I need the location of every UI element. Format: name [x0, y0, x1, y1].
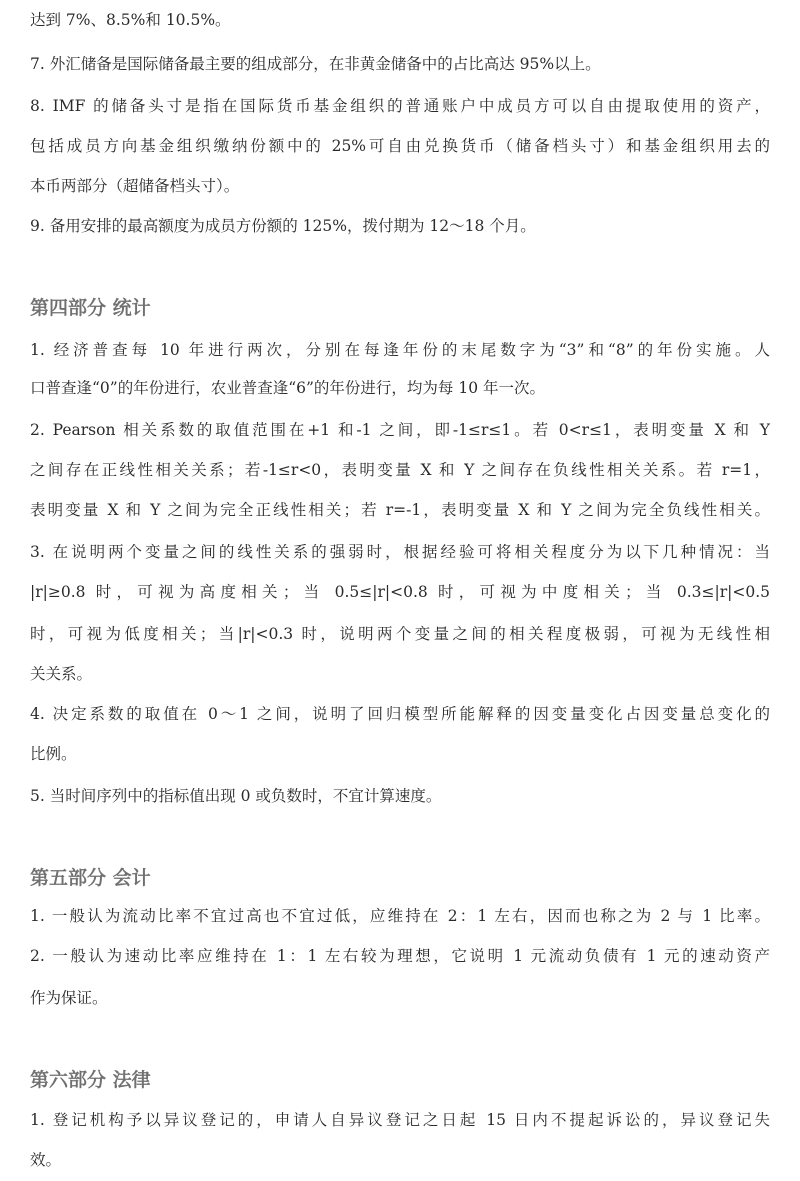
section-heading-statistics: 第四部分 统计 — [30, 297, 151, 319]
text-line: 表明变量 X 和 Y 之间为完全正线性相关；若 r=-1，表明变量 X 和 Y 之间为完全负线性相关。 — [30, 501, 770, 519]
text-line: 本币两部分（超储备档头寸）。 — [30, 177, 240, 195]
text-line: 时，可视为低度相关；当|r|<0.3 时，说明两个变量之间的相关程度极弱，可视为无线性相 — [30, 625, 770, 643]
text-line: 比例。 — [30, 745, 77, 763]
text-line: 达到 7%、8.5%和 10.5%。 — [30, 11, 231, 29]
text-line: 关关系。 — [30, 665, 93, 683]
text-line: 效。 — [30, 1151, 62, 1169]
text-line: 9. 备用安排的最高额度为成员方份额的 125%，拨付期为 12～18 个月。 — [30, 217, 536, 235]
text-line: 3. 在说明两个变量之间的线性关系的强弱时，根据经验可将相关程度分为以下几种情况：当 — [30, 543, 770, 561]
text-line: 7. 外汇储备是国际储备最主要的组成部分，在非黄金储备中的占比高达 95%以上。 — [30, 55, 601, 73]
section-heading-accounting: 第五部分 会计 — [30, 867, 151, 889]
text-line: 5. 当时间序列中的指标值出现 0 或负数时，不宜计算速度。 — [30, 787, 442, 805]
text-line: 8. IMF 的储备头寸是指在国际货币基金组织的普通账户中成员方可以自由提取使用的资产， — [30, 97, 770, 115]
text-line: 2. 一般认为速动比率应维持在 1：1 左右较为理想，它说明 1 元流动负债有 1 元的速动资产 — [30, 947, 770, 965]
text-line: |r|≥0.8 时，可视为高度相关；当 0.5≤|r|<0.8 时，可视为中度相关；当 0.3≤|r|<0.5 — [30, 583, 770, 601]
text-line: 口普查逢“0”的年份进行，农业普查逢“6”的年份进行，均为每 10 年一次。 — [30, 379, 545, 397]
text-line: 包括成员方向基金组织缴纳份额中的 25%可自由兑换货币（储备档头寸）和基金组织用去的 — [30, 137, 770, 155]
text-line: 4. 决定系数的取值在 0～1 之间，说明了回归模型所能解释的因变量变化占因变量总变化的 — [30, 705, 770, 723]
text-line: 1. 一般认为流动比率不宜过高也不宜过低，应维持在 2：1 左右，因而也称之为 2 与 1 比率。 — [30, 907, 770, 925]
text-line: 之间存在正线性相关关系；若-1≤r<0，表明变量 X 和 Y 之间存在负线性相关关系。若 r=1， — [30, 461, 770, 479]
text-line: 1. 登记机构予以异议登记的，申请人自异议登记之日起 15 日内不提起诉讼的，异议登记失 — [30, 1111, 770, 1129]
section-heading-law: 第六部分 法律 — [30, 1069, 151, 1091]
text-line: 2. Pearson 相关系数的取值范围在+1 和-1 之间，即-1≤r≤1。若 0<r≤1，表明变量 X 和 Y — [30, 421, 770, 439]
text-line: 1. 经济普查每 10 年进行两次，分别在每逢年份的末尾数字为“3”和“8”的年份实施。人 — [30, 341, 770, 359]
text-line: 作为保证。 — [30, 989, 108, 1007]
